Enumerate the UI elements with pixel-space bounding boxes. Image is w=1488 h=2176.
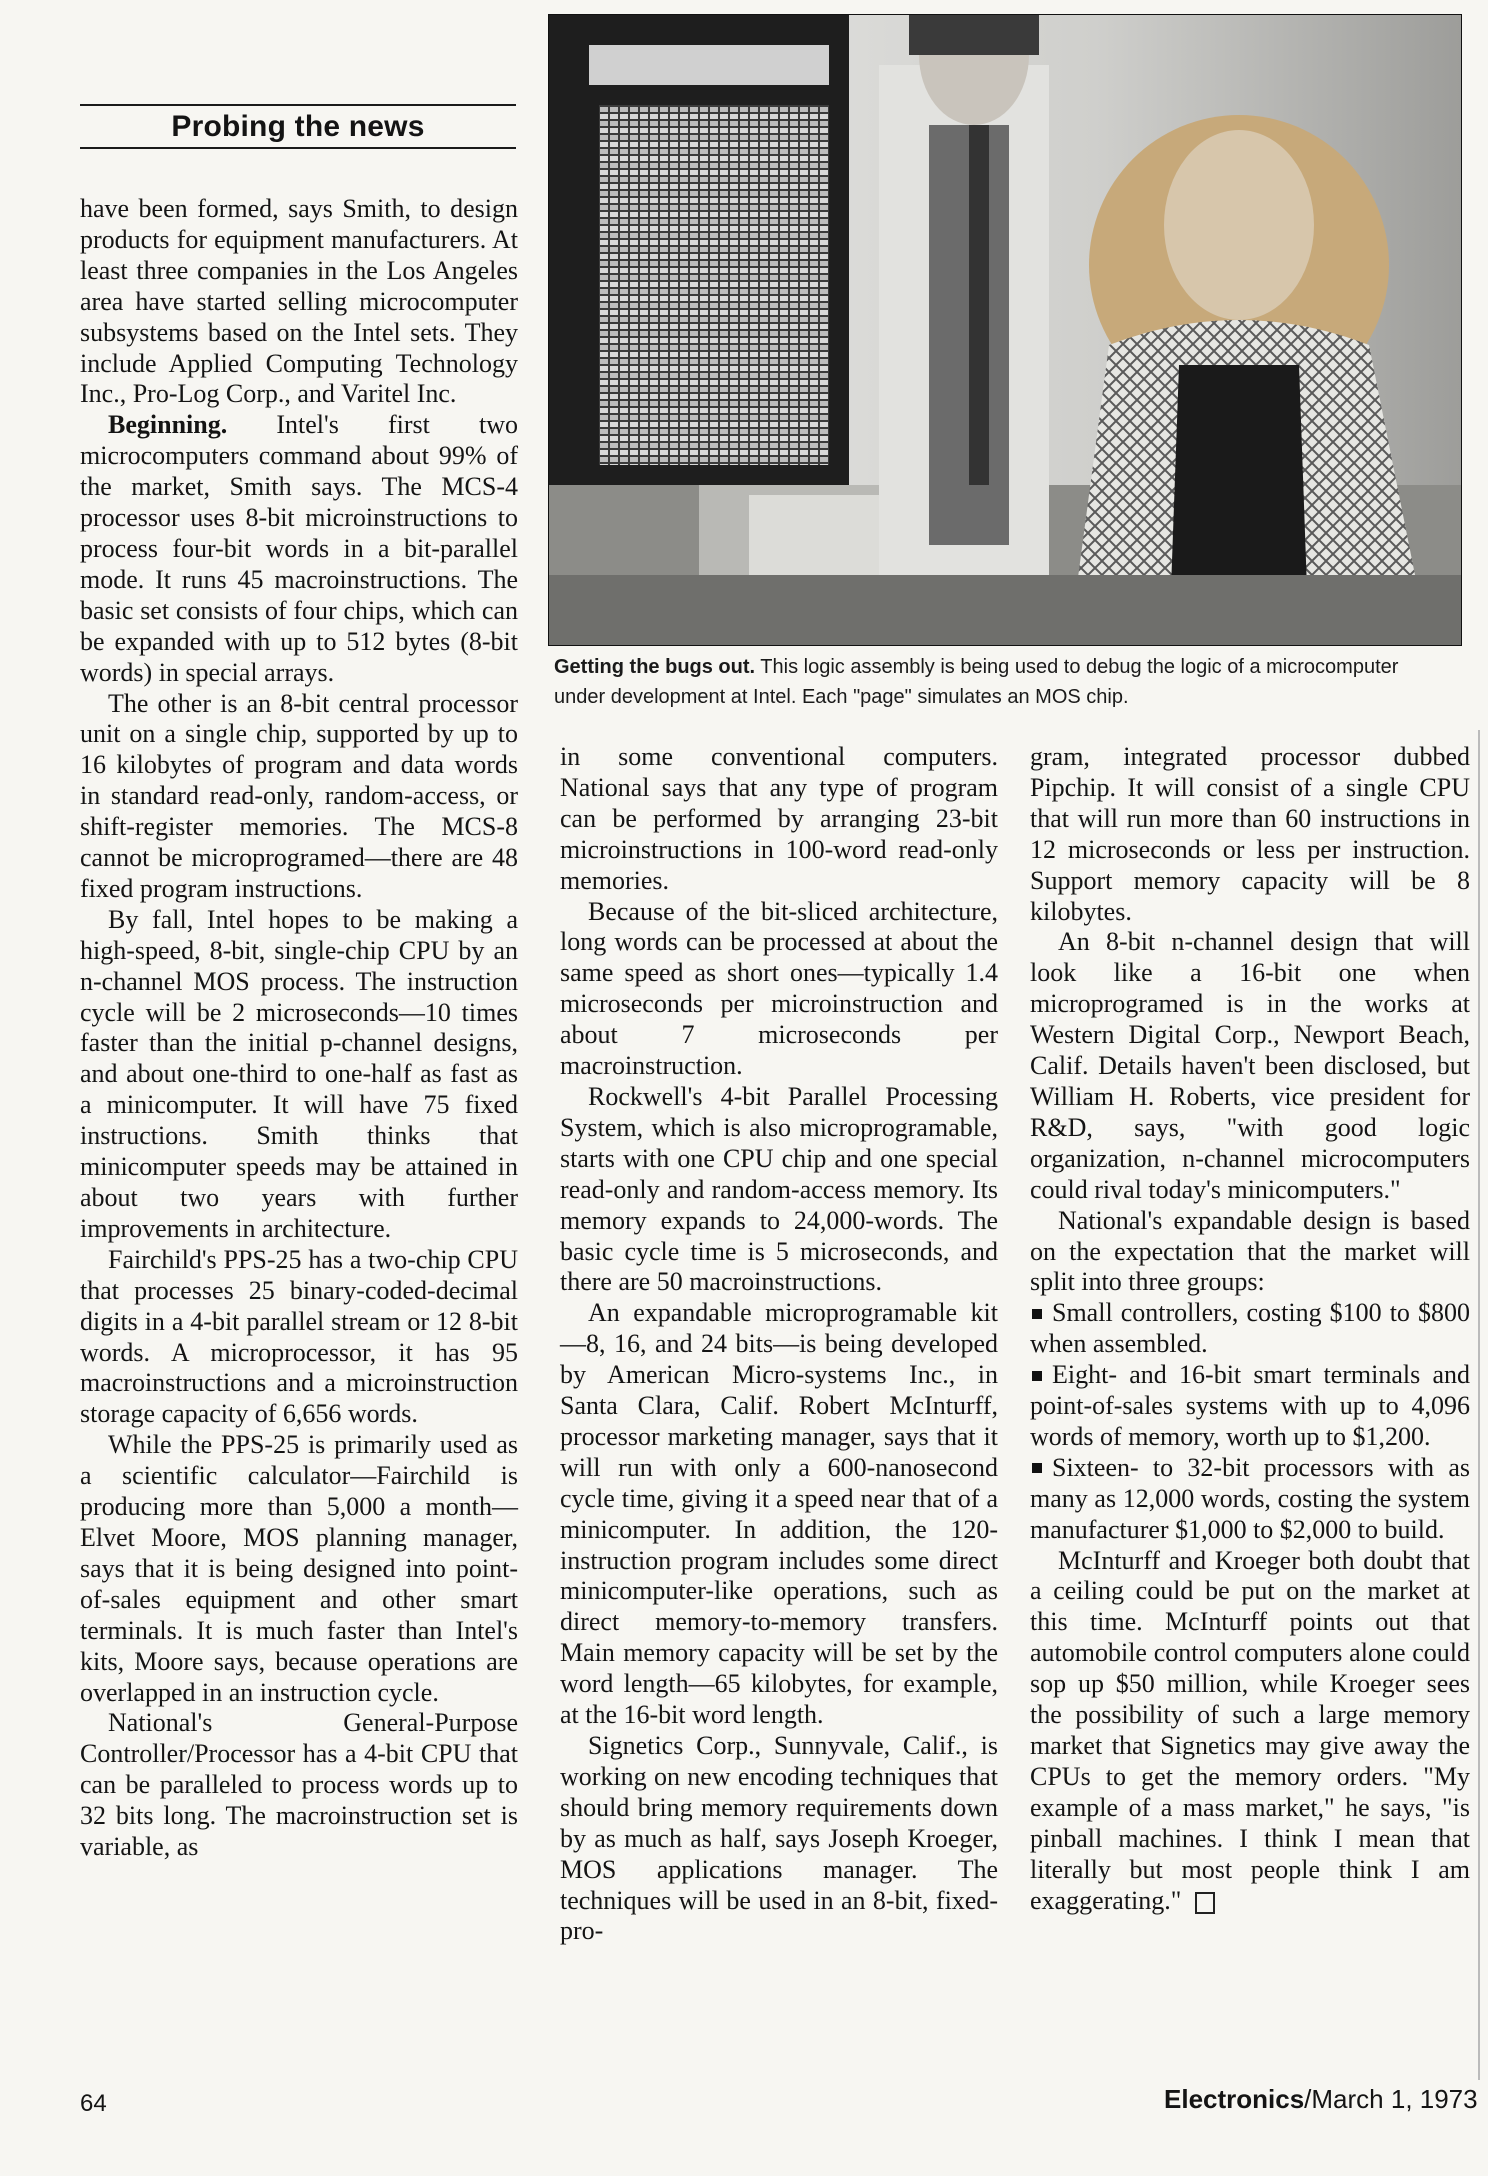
paragraph: National's expandable design is based on the expectation that the market will split into three groups: [1030,1205,1470,1297]
paragraph: in some conventional computers. National says that any type of program can be performed by arranging 23-bit microinstructions in 100-word read-only memories. [560,742,998,895]
paragraph: An 8-bit n-channel design that will look like a 16-bit one when microprogramed is in the works at Western Digital Corp., Newport Beach, Calif. Details haven't been disclosed, but William H. Roberts, vice president for R&D, says, "with good logic organization, n-channel microcomputers could rival today's minicomputers." [1030,927,1470,1204]
paragraph: National's General-Purpose Controller/Processor has a 4-bit CPU that can be paralleled to process words up to 32 bits long. The macroinstruction set is variable, as [80,1708,518,1862]
photo-caption [554,652,1454,712]
intel-logic-assembly-photo [548,14,1462,646]
paragraph: Fairchild's PPS-25 has a two-chip CPU that processes 25 binary-coded-decimal digits in a 4-bit parallel stream or 12 8-bit words. A microprocessor, it has 95 macroinstructions and a microinstruction storage capacity of 6,656 words. [80,1244,518,1429]
bullet-icon [1032,1309,1042,1319]
bullet-item: Small controllers, costing $100 to $800 when assembled. [1030,1298,1470,1359]
publication-line [1164,2084,1478,2115]
paragraph: Beginning. Intel's first two microcomputers command about 99% of the market, Smith says. The MCS-4 processor uses 8-bit microinstructions to process four-bit words in a bit-parallel mode. It runs 45 macroinstructions. The basic set consists of four chips, which can be expanded with up to 512 bytes (8-bit words) in special arrays. [80,410,518,687]
publication-name: Electronics [1164,2084,1305,2114]
page-edge-rule [1478,730,1480,2080]
paragraph: McInturff and Kroeger both doubt that a ceiling could be put on the market at this time. McInturff points out that automobile control computers alone could sop up $50 million, while Kroeger sees the possibility of such a large memory market that Signetics may give away the CPUs to get the memory orders. "My example of a mass market," he says, "is pinball machines. I think I mean that literally but most people think I am exaggerating." [1030,1545,1470,1915]
bullet-icon [1032,1463,1042,1473]
caption-lead: Getting the bugs out. [554,656,756,678]
photo-illustration [549,15,1461,645]
section-header: Probing the news [80,104,516,149]
paragraph: An expandable microprogramable kit—8, 16, and 24 bits—is being developed by American Micro-systems Inc., in Santa Clara, Calif. Robert McInturff, processor marketing manager, says that it will run with only a 600-nanosecond cycle time, giving it a speed near that of a minicomputer. In addition, the 120-instruction program includes some direct minicomputer-like operations, such as direct memory-to-memory transfers. Main memory capacity will be set by the word length—65 kilobytes, for example, at the 16-bit word length. [560,1298,998,1730]
bullet-icon [1032,1371,1042,1381]
end-of-article-icon [1195,1892,1215,1914]
paragraph: have been formed, says Smith, to design products for equipment manufacturers. At least three companies in the Los Angeles area have started selling microcomputer subsystems based on the Intel sets. They include Applied Computing Technology Inc., Pro-Log Corp., and Varitel Inc. [80,194,518,409]
page-number: 64 [80,2090,107,2117]
article-column-1 [80,194,518,1863]
bullet-item: Sixteen- to 32-bit processors with as many as 12,000 words, costing the system manufacturer $1,000 to $2,000 to build. [1030,1452,1470,1544]
paragraph: By fall, Intel hopes to be making a high-speed, 8-bit, single-chip CPU by an n-channel MOS process. The instruction cycle will be 2 microseconds—10 times faster than the initial p-channel designs, and about one-third to one-half as fast as a minicomputer. It will have 75 fixed instructions. Smith thinks that minicomputer speeds may be attained in about two years with further improvements in architecture. [80,904,518,1243]
bullet-item: Eight- and 16-bit smart terminals and point-of-sales systems with up to 4,096 words of memory, worth up to $1,200. [1030,1360,1470,1451]
paragraph: The other is an 8-bit central processor unit on a single chip, supported by up to 16 kilobytes of program and data words in standard read-only, random-access, or shift-register memories. The MCS-8 cannot be microprogramed—there are 48 fixed program instructions. [80,688,518,903]
paragraph: While the PPS-25 is primarily used as a scientific calculator—Fairchild is producing more than 5,000 a month—Elvet Moore, MOS planning manager, says that it is being designed into point-of-sales equipment and other smart terminals. It is much faster than Intel's kits, Moore says, because operations are overlapped in an instruction cycle. [80,1430,518,1707]
subhead: Beginning. [108,410,228,440]
article-column-3 [1030,742,1470,1916]
paragraph: Because of the bit-sliced architecture, long words can be processed at about the same speed as short ones—typically 1.4 microseconds per microinstruction and about 7 microseconds per macroinstruction. [560,896,998,1081]
paragraph: gram, integrated processor dubbed Pipchip. It will consist of a single CPU that will run more than 60 instructions in 12 microseconds or less per instruction. Support memory capacity will be 8 kilobytes. [1030,742,1470,926]
paragraph: Signetics Corp., Sunnyvale, Calif., is working on new encoding techniques that should bring memory requirements down by as much as half, says Joseph Kroeger, MOS applications manager. The techniques will be used in an 8-bit, fixed-pro- [560,1731,998,1946]
paragraph: Rockwell's 4-bit Parallel Processing System, which is also microprogramable, starts with one CPU chip and one special read-only and random-access memory. Its memory expands to 24,000-words. The basic cycle time is 5 microseconds, and there are 50 macroinstructions. [560,1081,998,1297]
caption-text: This logic assembly is being used to debug the logic of a microcomputer under development at Intel. Each "page" simulates an MOS chip. [554,656,1399,708]
publication-date: /March 1, 1973 [1304,2084,1478,2114]
article-column-2 [560,742,998,1947]
